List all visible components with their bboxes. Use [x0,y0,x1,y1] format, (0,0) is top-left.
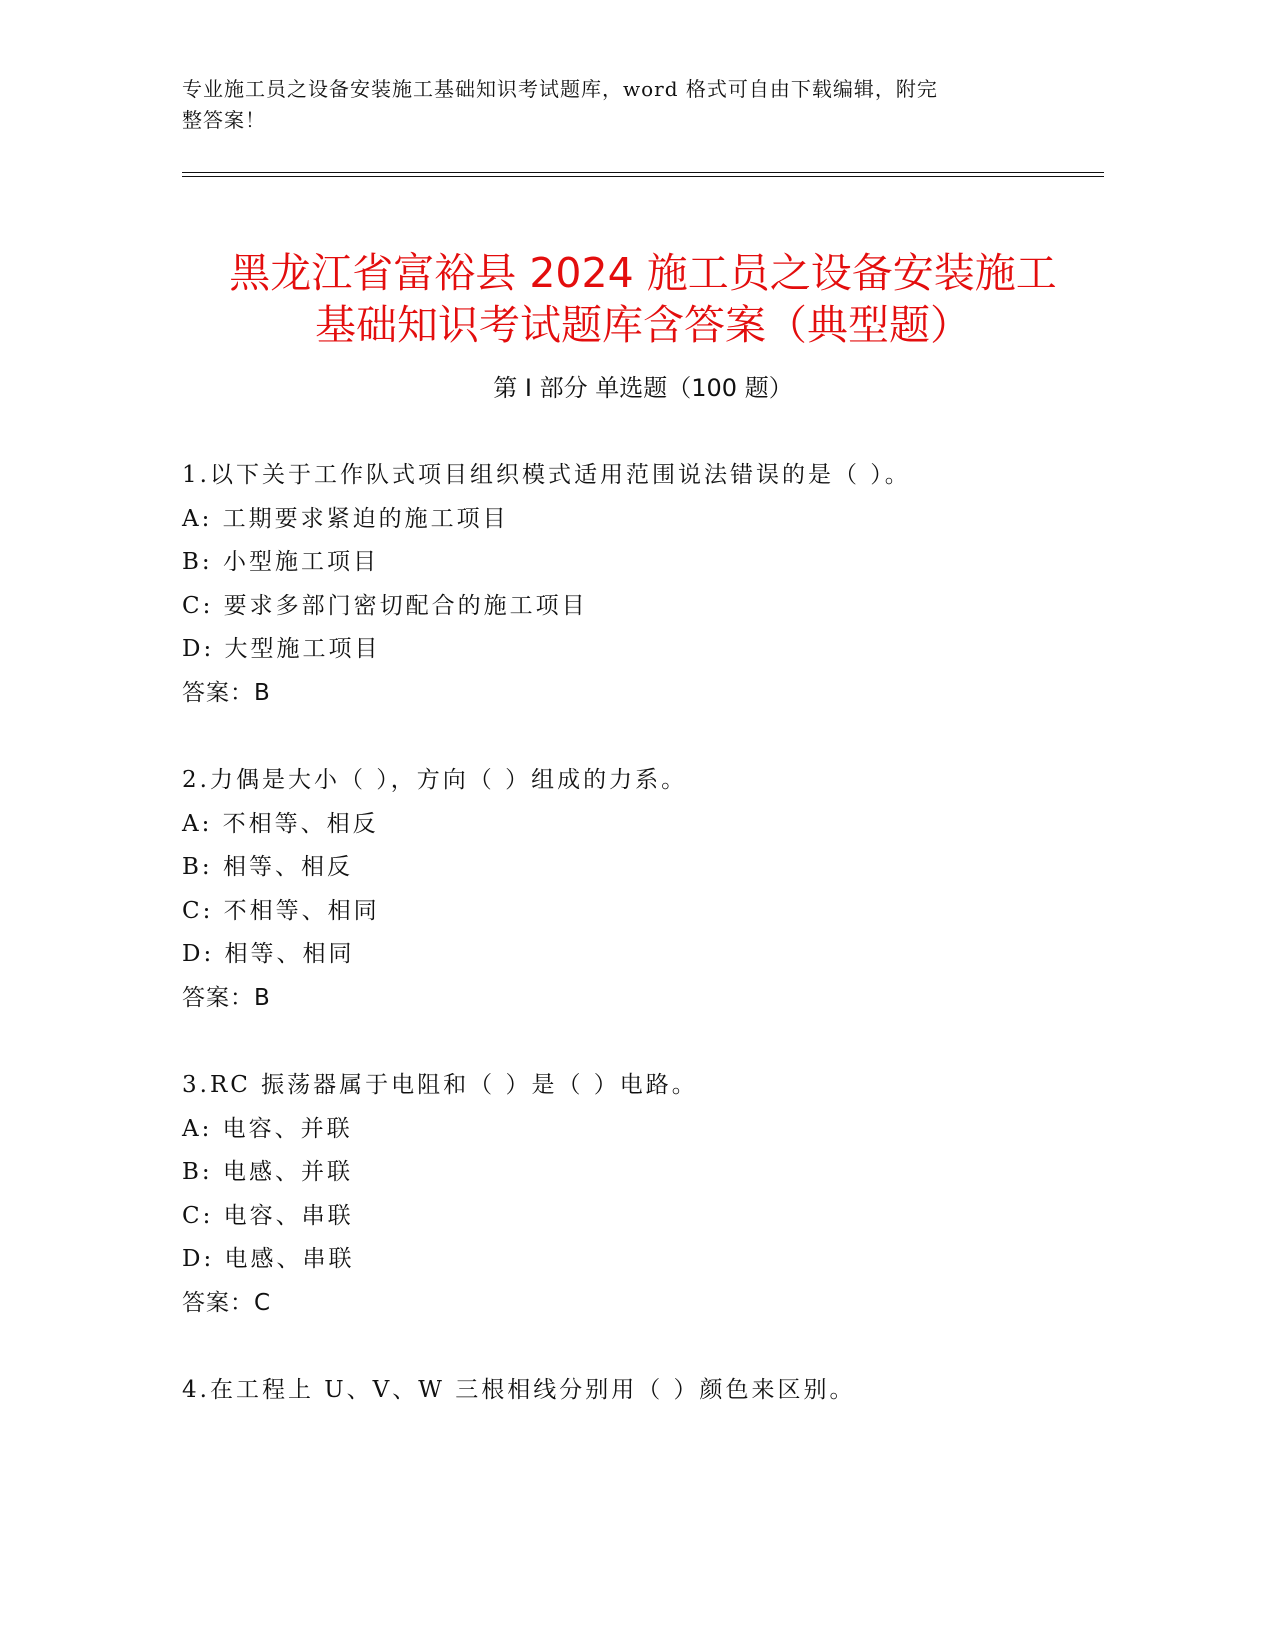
question-stem: 3.RC 振荡器属于电阻和（ ）是（ ）电路。 [182,1072,698,1098]
answer-option: A: 电容、并联 [182,1115,353,1142]
question-block [182,1372,1104,1416]
question-block [182,1067,1104,1329]
answer-option: D: 大型施工项目 [182,636,381,663]
header-note [182,74,1062,136]
document-title-line: 黑龙江省富裕县 2024 施工员之设备安装施工 [229,249,1057,298]
question-block [182,457,1104,719]
section-heading: 第 I 部分 单选题（100 题） [493,374,793,402]
header-divider-top [182,172,1104,173]
answer-option: D: 电感、串联 [182,1246,355,1273]
correct-answer: 答案：B [182,679,271,706]
answer-option: C: 电容、串联 [182,1202,354,1229]
correct-answer: 答案：C [182,1289,272,1316]
answer-option: C: 不相等、相同 [182,897,380,924]
header-note-line: 专业施工员之设备安装施工基础知识考试题库，word 格式可自由下载编辑，附完 [182,77,938,101]
answer-option: B: 电感、并联 [182,1159,353,1186]
question-block [182,762,1104,1024]
document-title [182,247,1104,351]
answer-option: B: 小型施工项目 [182,549,379,576]
answer-option: D: 相等、相同 [182,941,355,968]
question-stem: 4.在工程上 U、V、W 三根相线分别用（ ）颜色来区别。 [182,1377,856,1403]
answer-option: C: 要求多部门密切配合的施工项目 [182,592,588,619]
header-note-line: 整答案！ [182,108,266,132]
document-title-line: 基础知识考试题库含答案（典型题） [315,301,971,350]
header-divider-bottom [182,176,1104,177]
correct-answer: 答案：B [182,984,271,1011]
answer-option: B: 相等、相反 [182,854,353,881]
answer-option: A: 工期要求紧迫的施工项目 [182,505,509,532]
answer-option: A: 不相等、相反 [182,810,379,837]
question-stem: 1.以下关于工作队式项目组织模式适用范围说法错误的是（ ）。 [182,462,911,488]
question-stem: 2.力偶是大小（ ），方向（ ）组成的力系。 [182,767,688,793]
